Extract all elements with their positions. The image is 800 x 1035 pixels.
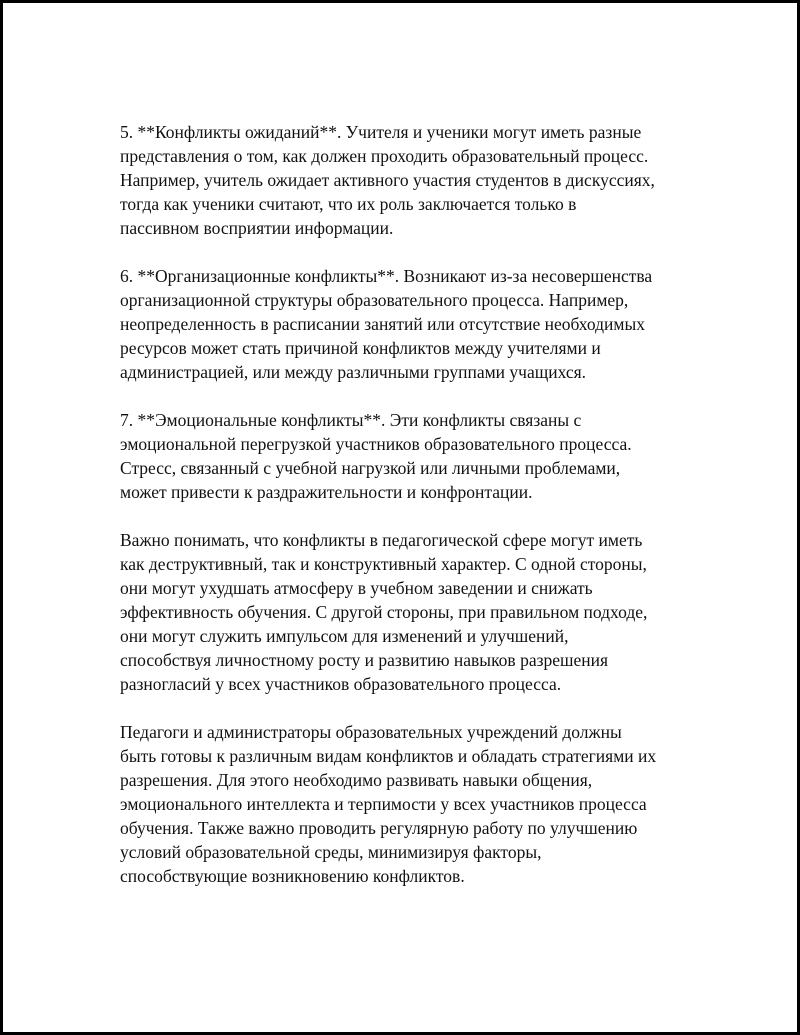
- text-line: ресурсов может стать причиной конфликтов между учителями и: [120, 338, 601, 358]
- text-line: они могут ухудшать атмосферу в учебном заведении и снижать: [120, 578, 593, 598]
- text-line: способствующие возникновению конфликтов.: [120, 866, 465, 886]
- text-line: Стресс, связанный с учебной нагрузкой или личными проблемами,: [120, 458, 621, 478]
- text-line: разногласий у всех участников образовательного процесса.: [120, 674, 562, 694]
- text-line: Важно понимать, что конфликты в педагогической сфере могут иметь: [120, 530, 643, 550]
- text-line: пассивном восприятии информации.: [120, 218, 394, 238]
- document-body: [120, 120, 700, 912]
- paragraph-organizational-conflicts: [120, 264, 700, 384]
- paragraph-conclusion: [120, 720, 700, 888]
- text-line: Педагоги и администраторы образовательных учреждений должны: [120, 722, 622, 742]
- text-line: организационной структуры образовательного процесса. Например,: [120, 290, 629, 310]
- text-line: представления о том, как должен проходить образовательный процесс.: [120, 146, 649, 166]
- text-line: быть готовы к различным видам конфликтов и обладать стратегиями их: [120, 746, 657, 766]
- text-line: разрешения. Для этого необходимо развивать навыки общения,: [120, 770, 593, 790]
- text-line: Например, учитель ожидает активного участия студентов в дискуссиях,: [120, 170, 655, 190]
- paragraph-emotional-conflicts: [120, 408, 700, 504]
- text-line: может привести к раздражительности и конфронтации.: [120, 482, 533, 502]
- paragraph-conflict-nature: [120, 528, 700, 696]
- text-line: эффективность обучения. С другой стороны, при правильном подходе,: [120, 602, 648, 622]
- text-line: обучения. Также важно проводить регулярную работу по улучшению: [120, 818, 638, 838]
- text-line: условий образовательной среды, минимизируя факторы,: [120, 842, 542, 862]
- paragraph-expectation-conflicts: [120, 120, 700, 240]
- text-line: 5. **Конфликты ожиданий**. Учителя и ученики могут иметь разные: [120, 122, 642, 142]
- text-line: эмоционального интеллекта и терпимости у всех участников процесса: [120, 794, 647, 814]
- text-line: 6. **Организационные конфликты**. Возникают из-за несовершенства: [120, 266, 653, 286]
- text-line: 7. **Эмоциональные конфликты**. Эти конфликты связаны с: [120, 410, 582, 430]
- text-line: неопределенность в расписании занятий или отсутствие необходимых: [120, 314, 645, 334]
- text-line: как деструктивный, так и конструктивный характер. С одной стороны,: [120, 554, 647, 574]
- text-line: эмоциональной перегрузкой участников образовательного процесса.: [120, 434, 632, 454]
- text-line: администрацией, или между различными группами учащихся.: [120, 362, 587, 382]
- text-line: способствуя личностному росту и развитию навыков разрешения: [120, 650, 609, 670]
- text-line: тогда как ученики считают, что их роль заключается только в: [120, 194, 577, 214]
- text-line: они могут служить импульсом для изменений и улучшений,: [120, 626, 569, 646]
